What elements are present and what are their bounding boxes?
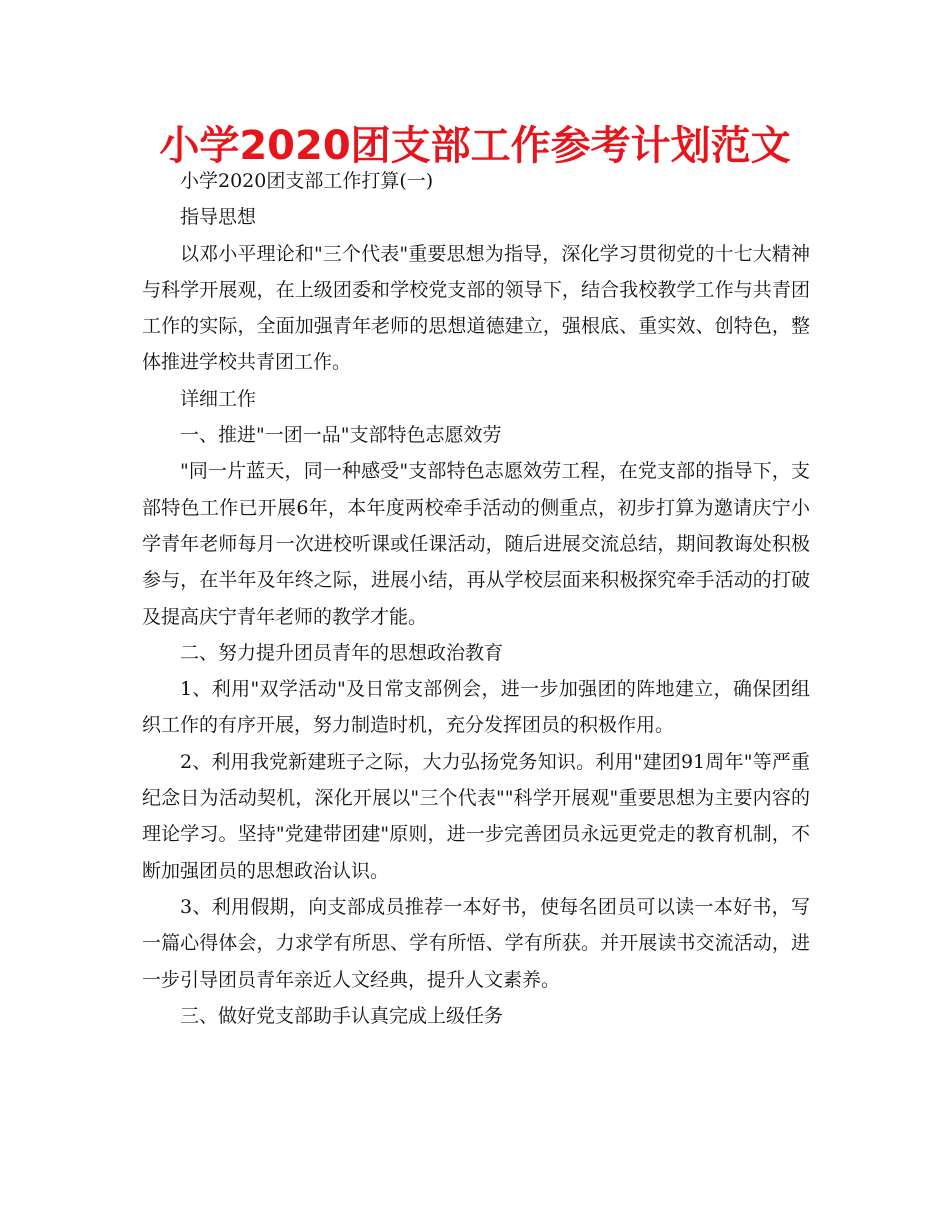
- subtitle-paragraph: 小学2020团支部工作打算(一): [180, 170, 434, 192]
- paragraph-item-1: 1、利用"双学活动"及日常支部例会，进一步加强团的阵地建立，确保团组织工作的有序开展，努力制造时机，充分发挥团员的积极作用。: [142, 678, 810, 737]
- section-heading-three: 三、做好党支部助手认真完成上级任务: [180, 1004, 504, 1027]
- section-heading-one: 一、推进"一团一品"支部特色志愿效劳: [180, 424, 502, 447]
- document-body: [142, 163, 810, 1034]
- document-title: 小学2020团支部工作参考计划范文: [159, 123, 791, 169]
- paragraph-item-2: 2、利用我党新建班子之际，大力弘扬党务知识。利用"建团91周年"等严重纪念日为活动契机，深化开展以"三个代表""科学开展观"重要思想为主要内容的理论学习。坚持"党建带团建"原则，进一步完善团员永远更党走的教育机制，不断加强团员的思想政治认识。: [142, 750, 810, 882]
- paragraph-volunteer-service: "同一片蓝天，同一种感受"支部特色志愿效劳工程，在党支部的指导下，支部特色工作已开展6年，本年度两校牵手活动的侧重点，初步打算为邀请庆宁小学青年老师每月一次进校听课或任课活动，随后进展交流总结，期间教诲处积极参与，在半年及年终之际，进展小结，再从学校层面来积极探究牵手活动的打破及提高庆宁青年老师的教学才能。: [142, 460, 810, 628]
- section-heading-guiding-thought: 指导思想: [180, 206, 257, 229]
- section-heading-two: 二、努力提升团员青年的思想政治教育: [180, 641, 504, 664]
- paragraph-guiding-thought: 以邓小平理论和"三个代表"重要思想为指导，深化学习贯彻党的十七大精神与科学开展观，在上级团委和学校党支部的领导下，结合我校教学工作与共青团工作的实际，全面加强青年老师的思想道德建立，强根底、重实效、创特色，整体推进学校共青团工作。: [142, 242, 810, 374]
- section-heading-detailed-work: 详细工作: [180, 387, 257, 410]
- paragraph-item-3: 3、利用假期，向支部成员推荐一本好书，使每名团员可以读一本好书，写一篇心得体会，力求学有所思、学有所悟、学有所获。并开展读书交流活动，进一步引导团员青年亲近人文经典，提升人文素养。: [142, 895, 810, 991]
